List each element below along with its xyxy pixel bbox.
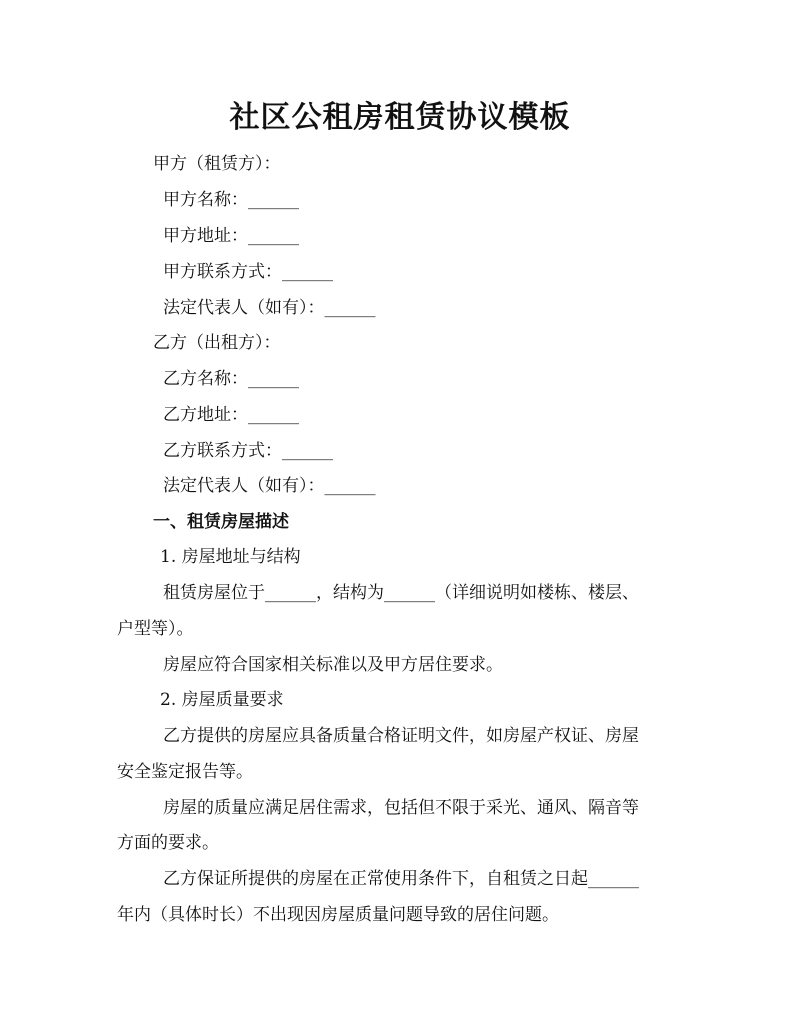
party-b-address: 乙方地址：______ — [163, 405, 299, 425]
party-b-name: 乙方名称：______ — [163, 369, 299, 389]
sub1-paragraph2: 房屋应符合国家相关标准以及甲方居住要求。 — [163, 655, 503, 675]
sub2-paragraph1-line2: 安全鉴定报告等。 — [117, 762, 253, 782]
section1-heading: 一、租赁房屋描述 — [153, 512, 289, 532]
party-a-legal-rep: 法定代表人（如有）：______ — [163, 298, 376, 318]
sub1-paragraph1-line1: 租赁房屋位于______，结构为______（详细说明如楼栋、楼层、 — [163, 583, 639, 603]
party-b-heading: 乙方（出租方）： — [153, 333, 281, 353]
party-a-heading: 甲方（租赁方）： — [153, 154, 281, 174]
party-a-address: 甲方地址：______ — [163, 226, 299, 246]
sub1-paragraph1-line2: 户型等）。 — [117, 619, 194, 639]
subsection1-heading: 1. 房屋地址与结构 — [160, 547, 301, 567]
sub2-paragraph1-line1: 乙方提供的房屋应具备质量合格证明文件，如房屋产权证、房屋 — [163, 726, 639, 746]
sub2-paragraph2-line2: 方面的要求。 — [117, 833, 219, 853]
sub2-paragraph3-line2: 年内（具体时长）不出现因房屋质量问题导致的居住问题。 — [117, 905, 559, 925]
sub2-paragraph3-line1: 乙方保证所提供的房屋在正常使用条件下，自租赁之日起______ — [163, 869, 639, 889]
party-b-contact: 乙方联系方式：______ — [163, 441, 333, 461]
sub2-paragraph2-line1: 房屋的质量应满足居住需求，包括但不限于采光、通风、隔音等 — [163, 798, 639, 818]
document-title: 社区公租房租赁协议模板 — [229, 100, 571, 135]
subsection2-heading: 2. 房屋质量要求 — [160, 690, 284, 710]
party-b-legal-rep: 法定代表人（如有）：______ — [163, 476, 376, 496]
party-a-name: 甲方名称：______ — [163, 190, 299, 210]
party-a-contact: 甲方联系方式：______ — [163, 262, 333, 282]
